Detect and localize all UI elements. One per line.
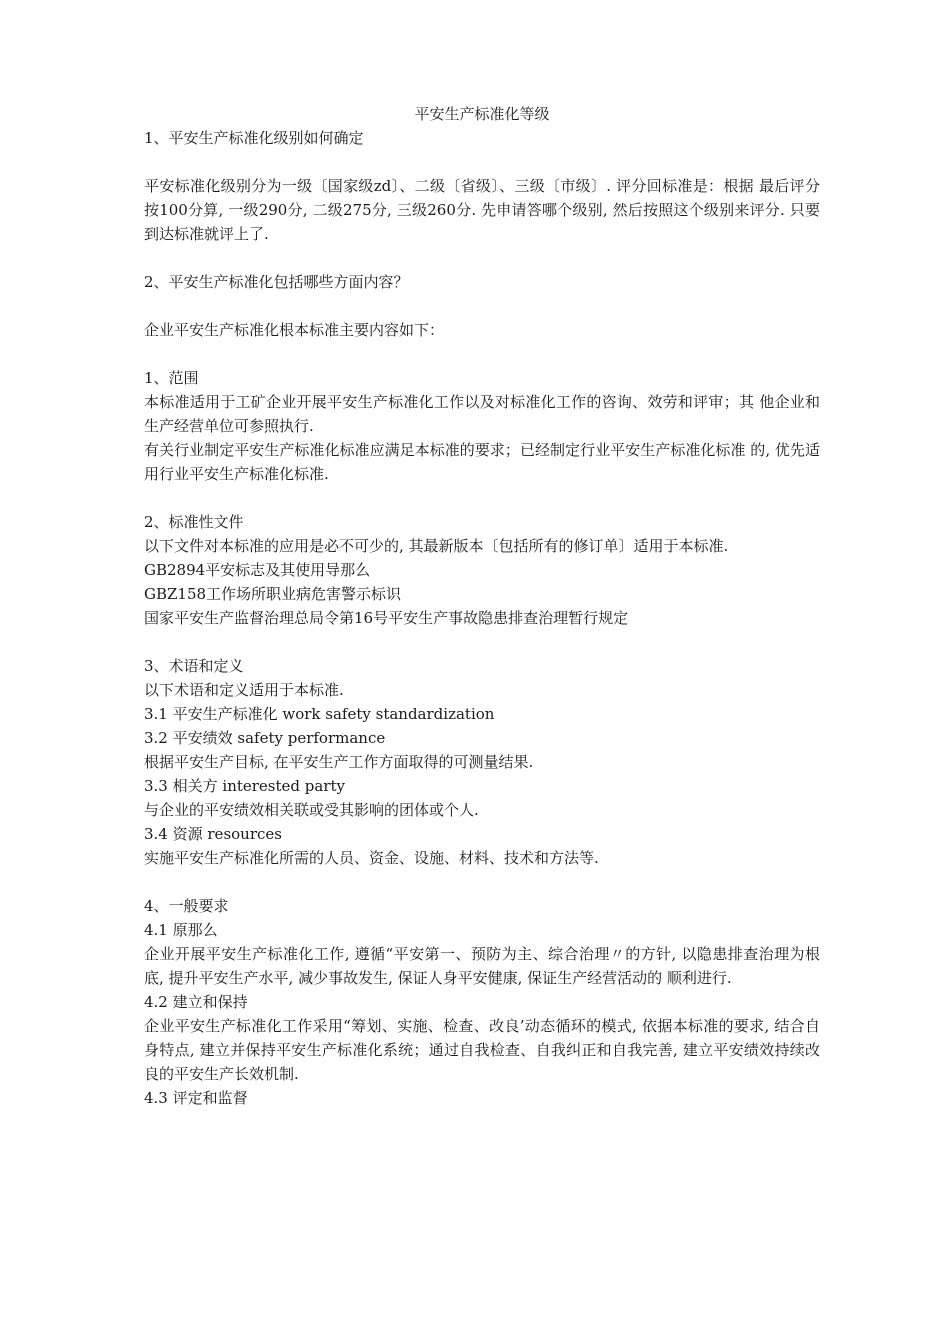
section-2-reference-gb2894: GB2894平安标志及其使用导那么 [144, 561, 371, 579]
term-3-4-definition: 实施平安生产标准化所需的人员、资金、设施、材料、技术和方法等. [144, 849, 599, 867]
q2-intro: 企业平安生产标准化根本标准主要内容如下： [144, 321, 445, 339]
section-4-heading: 4、一般要求 [144, 897, 229, 915]
term-3-4: 3.4 资源 resources [144, 825, 282, 843]
q1-answer: 平安标准化级别分为一级〔国家级zd〕、二级〔省级〕、三级〔市级〕. 评分回标准是：根据 最后评分按100分算, 一级290分, 二级275分, 三级260分. 先申请答哪个级别, 然后按照这个级别来评分. 只要到达标准就评上了. [144, 177, 820, 243]
subsection-4-3-heading: 4.3 评定和监督 [144, 1089, 248, 1107]
term-3-3: 3.3 相关方 interested party [144, 777, 345, 795]
section-2-heading: 2、标准性文件 [144, 513, 244, 531]
section-1-heading: 1、范围 [144, 369, 199, 387]
term-3-1: 3.1 平安生产标准化 work safety standardization [144, 705, 495, 723]
subsection-4-1-heading: 4.1 原那么 [144, 921, 218, 939]
document-body [144, 102, 820, 1110]
term-3-2-definition: 根据平安生产目标, 在平安生产工作方面取得的可测量结果. [144, 753, 534, 771]
section-2-reference-decree-16: 国家平安生产监督治理总局令第16号平安生产事故隐患排查治理暂行规定 [144, 609, 629, 627]
term-3-2: 3.2 平安绩效 safety performance [144, 729, 386, 747]
subsection-4-2-heading: 4.2 建立和保持 [144, 993, 248, 1011]
document-title: 平安生产标准化等级 [414, 105, 550, 123]
section-1-paragraph-1: 本标准适用于工矿企业开展平安生产标准化工作以及对标准化工作的咨询、效劳和评审；其 他企业和生产经营单位可参照执行. [144, 393, 820, 435]
q1-heading: 1、平安生产标准化级别如何确定 [144, 129, 364, 147]
subsection-4-1-text: 企业开展平安生产标准化工作, 遵循“平安第一、预防为主、综合治理〃的方针, 以隐患排查治理为根底, 提升平安生产水平, 减少事故发生, 保证人身平安健康, 保证生产经营活动的 顺利进行. [144, 945, 820, 987]
section-3-intro: 以下术语和定义适用于本标准. [144, 681, 344, 699]
section-2-reference-gbz158: GBZ158工作场所职业病危害警示标识 [144, 585, 402, 603]
section-1-paragraph-2: 有关行业制定平安生产标准化标准应满足本标准的要求；已经制定行业平安生产标准化标准 的, 优先适用行业平安生产标准化标准. [144, 441, 820, 483]
term-3-3-definition: 与企业的平安绩效相关联或受其影响的团体或个人. [144, 801, 479, 819]
subsection-4-2-text: 企业平安生产标准化工作采用“筹划、实施、检查、改良’动态循环的模式, 依据本标准的要求, 结合自身特点, 建立并保持平安生产标准化系统；通过自我检查、自我纠正和自我完善, 建立平安绩效持续改良的平安生产长效机制. [144, 1017, 820, 1083]
section-3-heading: 3、术语和定义 [144, 657, 244, 675]
section-2-paragraph-1: 以下文件对本标准的应用是必不可少的, 其最新版本〔包括所有的修订单〕适用于本标准. [144, 537, 729, 555]
q2-heading: 2、平安生产标准化包括哪些方面内容？ [144, 273, 409, 291]
